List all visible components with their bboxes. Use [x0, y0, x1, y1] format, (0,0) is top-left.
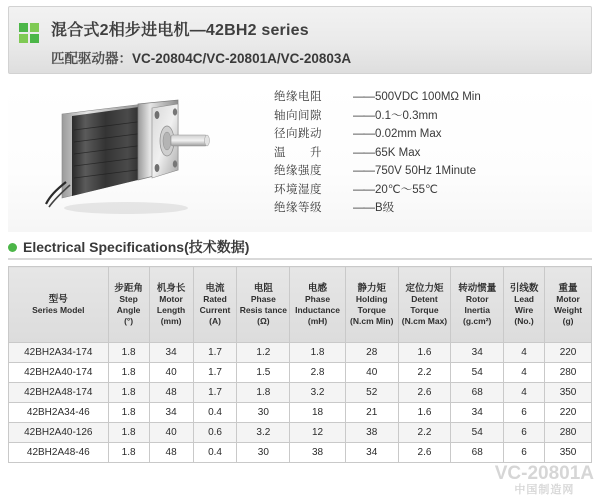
- col-en: Motor Length: [156, 293, 186, 315]
- col-zh: 转动惯量: [458, 282, 497, 294]
- cell-motor-length: 48: [149, 383, 193, 403]
- cell-holding-torque: 52: [345, 383, 398, 403]
- col-en: Rated Current: [199, 293, 231, 315]
- col-unit: (°): [124, 315, 134, 326]
- spec-label: 绝缘电阻: [274, 91, 322, 103]
- col-unit: (g): [562, 315, 574, 326]
- spec-label: 径向跳动: [274, 128, 322, 140]
- cell-motor-length: 48: [149, 443, 193, 463]
- cell-phase-resistance: 30: [237, 443, 290, 463]
- stepper-motor-photo: [26, 86, 216, 226]
- cell-rated-current: 0.4: [193, 403, 237, 423]
- col-zh: 引线数: [509, 282, 539, 294]
- page-header: [8, 6, 592, 74]
- electrical-spec-table-wrap: [8, 266, 592, 463]
- cell-rotor-inertia: 54: [451, 423, 504, 443]
- cell-rotor-inertia: 34: [451, 403, 504, 423]
- spec-item: [274, 88, 594, 107]
- cell-detent-torque: 1.6: [398, 403, 451, 423]
- col-zh: 电流: [205, 282, 225, 294]
- watermark: [495, 465, 594, 499]
- col-en: Step Angle: [116, 293, 141, 315]
- cell-lead-wire: 6: [504, 423, 545, 443]
- spec-dash: ——: [353, 128, 374, 140]
- col-en: Series Model: [32, 304, 85, 315]
- table-row: [9, 343, 592, 363]
- col-en: Detent Torque: [410, 293, 439, 315]
- cell-rotor-inertia: 68: [451, 383, 504, 403]
- table-row: [9, 443, 592, 463]
- cell-rated-current: 0.6: [193, 423, 237, 443]
- col-zh: 静力矩: [357, 282, 386, 294]
- col-zh: 重量: [558, 282, 578, 294]
- cell-holding-torque: 28: [345, 343, 398, 363]
- spec-dash: ——: [353, 91, 374, 103]
- cell-motor-weight: 350: [545, 443, 592, 463]
- cell-holding-torque: 40: [345, 363, 398, 383]
- col-header-rotor-inertia: [451, 267, 504, 343]
- table-row: [9, 423, 592, 443]
- driver-subtitle-label: 匹配驱动器：: [51, 51, 132, 66]
- cell-lead-wire: 6: [504, 403, 545, 423]
- col-zh: 型号: [48, 293, 68, 305]
- col-unit: (mH): [307, 315, 328, 326]
- spec-item: [274, 162, 594, 181]
- spec-dash: ——: [353, 165, 374, 177]
- cell-step-angle: 1.8: [108, 403, 149, 423]
- col-header-phase-resistance: [237, 267, 290, 343]
- table-row: [9, 383, 592, 403]
- cell-step-angle: 1.8: [108, 423, 149, 443]
- col-zh: 机身长: [156, 282, 186, 294]
- spec-item: [274, 181, 594, 200]
- watermark-line2: 中国制造网: [514, 484, 575, 496]
- col-en: Phase Inductance: [295, 293, 340, 315]
- spec-value: 20℃～55℃: [375, 183, 438, 196]
- cell-motor-weight: 220: [545, 343, 592, 363]
- cell-detent-torque: 2.6: [398, 443, 451, 463]
- spec-value: 0.1～0.3mm: [375, 109, 438, 122]
- col-header-step-angle: [108, 267, 149, 343]
- table-row: [9, 363, 592, 383]
- col-header-motor-length: [149, 267, 193, 343]
- brand-logo-icon: [19, 23, 41, 45]
- cell-motor-weight: 350: [545, 383, 592, 403]
- cell-phase-inductance: 18: [290, 403, 346, 423]
- spec-item: [274, 125, 594, 144]
- cell-phase-resistance: 1.2: [237, 343, 290, 363]
- watermark-line1: VC-20801A: [494, 463, 594, 484]
- cell-phase-resistance: 1.5: [237, 363, 290, 383]
- spec-item: [274, 199, 594, 218]
- cell-motor-length: 34: [149, 343, 193, 363]
- cell-step-angle: 1.8: [108, 443, 149, 463]
- spec-item: [274, 144, 594, 163]
- cell-model: 42BH2A34-174: [9, 343, 109, 363]
- col-unit: (Ω): [257, 315, 270, 326]
- spec-item: [274, 107, 594, 126]
- col-en: Lead Wire: [514, 293, 534, 315]
- col-unit: (g.cm²): [463, 315, 492, 326]
- bullet-icon: [8, 243, 17, 252]
- spec-dash: ——: [353, 183, 374, 196]
- cell-model: 42BH2A34-46: [9, 403, 109, 423]
- cell-detent-torque: 2.6: [398, 383, 451, 403]
- cell-motor-weight: 280: [545, 423, 592, 443]
- col-header-phase-inductance: [290, 267, 346, 343]
- cell-phase-inductance: 2.8: [290, 363, 346, 383]
- col-unit: (No.): [514, 315, 534, 326]
- table-header-row: [9, 267, 592, 343]
- col-zh: 电阻: [253, 282, 273, 294]
- cell-phase-inductance: 12: [290, 423, 346, 443]
- col-header-rated-current: [193, 267, 237, 343]
- cell-lead-wire: 4: [504, 383, 545, 403]
- cell-motor-length: 40: [149, 363, 193, 383]
- spec-dash: ——: [353, 202, 374, 214]
- col-zh: 定位力矩: [405, 282, 444, 294]
- cell-step-angle: 1.8: [108, 383, 149, 403]
- cell-rated-current: 1.7: [193, 363, 237, 383]
- cell-motor-weight: 280: [545, 363, 592, 383]
- col-unit: (N.cm Max): [401, 315, 448, 326]
- cell-rotor-inertia: 54: [451, 363, 504, 383]
- motor-illustration-icon: [26, 86, 216, 226]
- cell-lead-wire: 4: [504, 343, 545, 363]
- cell-lead-wire: 6: [504, 443, 545, 463]
- cell-step-angle: 1.8: [108, 343, 149, 363]
- spec-value: 500VDC 100MΩ Min: [375, 91, 481, 103]
- col-header-lead-wire: [504, 267, 545, 343]
- cell-step-angle: 1.8: [108, 363, 149, 383]
- cell-detent-torque: 2.2: [398, 423, 451, 443]
- cell-detent-torque: 1.6: [398, 343, 451, 363]
- col-unit: (A): [209, 315, 221, 326]
- cell-rated-current: 1.7: [193, 383, 237, 403]
- cell-phase-resistance: 1.8: [237, 383, 290, 403]
- cell-phase-inductance: 38: [290, 443, 346, 463]
- cell-phase-resistance: 3.2: [237, 423, 290, 443]
- cell-phase-inductance: 1.8: [290, 343, 346, 363]
- cell-model: 42BH2A48-174: [9, 383, 109, 403]
- spec-label: 绝缘强度: [274, 165, 322, 177]
- cell-model: 42BH2A40-174: [9, 363, 109, 383]
- cell-motor-length: 40: [149, 423, 193, 443]
- cell-rotor-inertia: 34: [451, 343, 504, 363]
- col-unit: (N.cm Min): [350, 315, 394, 326]
- col-zh: 步距角: [114, 282, 143, 294]
- cell-phase-resistance: 30: [237, 403, 290, 423]
- cell-lead-wire: 4: [504, 363, 545, 383]
- col-unit: (mm): [160, 315, 182, 326]
- cell-rated-current: 0.4: [193, 443, 237, 463]
- cell-rated-current: 1.7: [193, 343, 237, 363]
- spec-label: 轴向间隙: [274, 109, 322, 122]
- cell-model: 42BH2A40-126: [9, 423, 109, 443]
- electrical-spec-table: [8, 266, 592, 463]
- col-header-motor-weight: [545, 267, 592, 343]
- product-overview: [8, 82, 592, 232]
- spec-dash: ——: [353, 146, 374, 159]
- general-spec-list: [274, 88, 594, 218]
- spec-value: 0.02mm Max: [375, 128, 442, 140]
- spec-dash: ——: [353, 109, 374, 122]
- cell-rotor-inertia: 68: [451, 443, 504, 463]
- spec-label: 绝缘等级: [274, 202, 322, 214]
- col-header-holding-torque: [345, 267, 398, 343]
- spec-value: B级: [375, 202, 395, 214]
- col-en: Holding Torque: [355, 293, 388, 315]
- driver-subtitle: [51, 47, 351, 67]
- col-en: Phase Resis tance: [239, 293, 287, 315]
- col-header-detent-torque: [398, 267, 451, 343]
- section-title-text: Electrical Specifications(技术数据): [23, 239, 250, 255]
- section-header-electrical: [8, 236, 592, 260]
- spec-label: 环境湿度: [274, 183, 322, 196]
- page-title: 混合式2相步进电机—42BH2 series: [51, 22, 309, 39]
- cell-phase-inductance: 3.2: [290, 383, 346, 403]
- cell-holding-torque: 38: [345, 423, 398, 443]
- cell-motor-weight: 220: [545, 403, 592, 423]
- spec-value: 750V 50Hz 1Minute: [375, 165, 477, 177]
- cell-holding-torque: 21: [345, 403, 398, 423]
- col-en: Rotor Inertia: [464, 293, 490, 315]
- spec-label: 温 升: [274, 146, 322, 159]
- spec-value: 65K Max: [375, 146, 421, 159]
- driver-subtitle-value: VC-20804C/VC-20801A/VC-20803A: [132, 51, 352, 66]
- col-header-model: [9, 267, 109, 343]
- table-row: [9, 403, 592, 423]
- cell-detent-torque: 2.2: [398, 363, 451, 383]
- col-en: Motor Weight: [553, 293, 583, 315]
- cell-motor-length: 34: [149, 403, 193, 423]
- cell-holding-torque: 34: [345, 443, 398, 463]
- col-zh: 电感: [308, 282, 328, 294]
- cell-model: 42BH2A48-46: [9, 443, 109, 463]
